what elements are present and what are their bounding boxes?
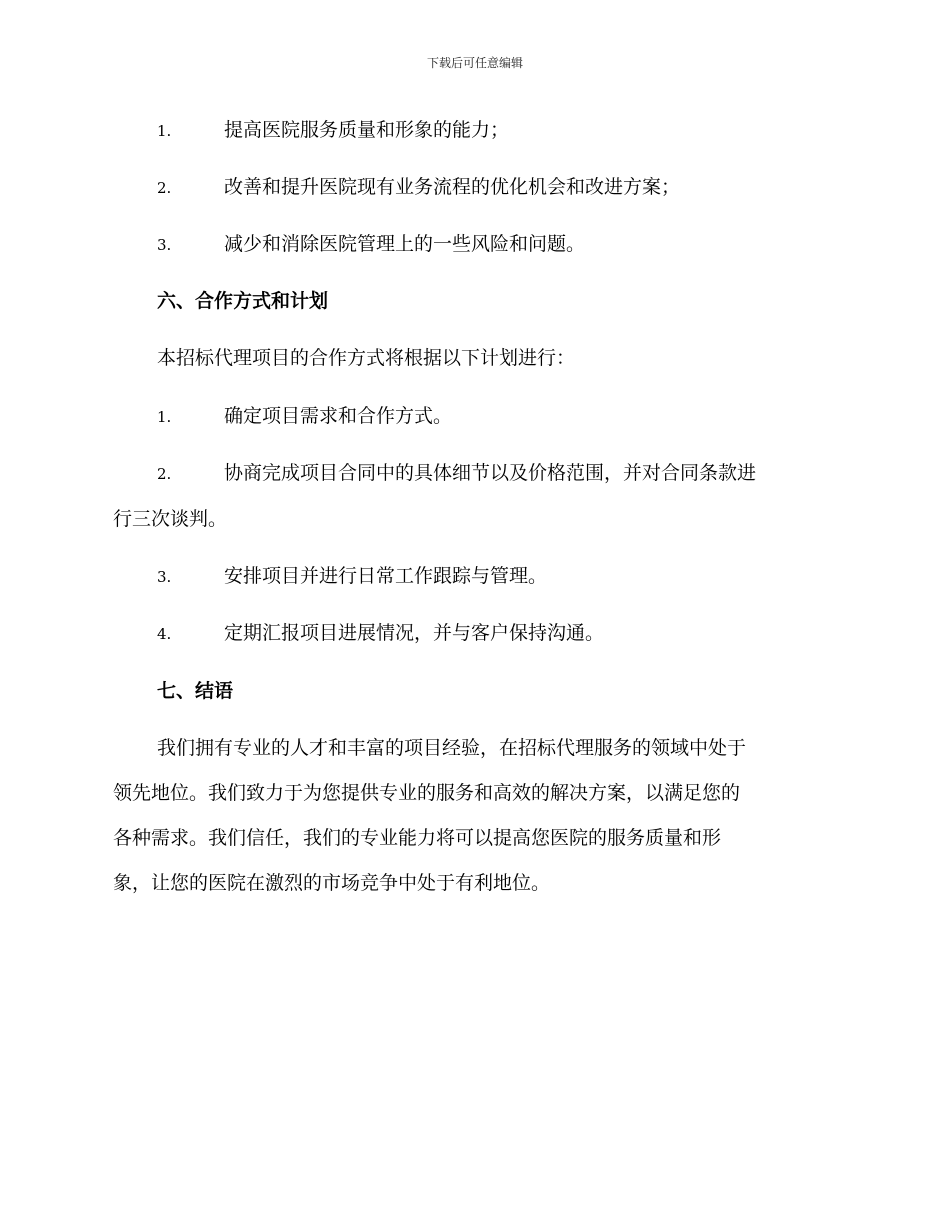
list-item xyxy=(157,619,604,648)
list-number: 2. xyxy=(157,465,172,483)
list-number: 2. xyxy=(157,179,172,197)
list-item xyxy=(157,459,756,488)
section-heading: 七、结语 xyxy=(157,680,234,702)
paragraph-line: 各种需求。我们信任，我们的专业能力将可以提高您医院的服务质量和形 xyxy=(113,827,722,849)
paragraph-line: 领先地位。我们致力于为您提供专业的服务和高效的解决方案，以满足您的 xyxy=(113,782,741,804)
list-item xyxy=(157,116,509,145)
list-text: 减少和消除医院管理上的一些风险和问题。 xyxy=(224,233,586,255)
paragraph-line: 我们拥有专业的人才和丰富的项目经验，在招标代理服务的领域中处于 xyxy=(157,737,747,759)
list-number: 1. xyxy=(157,122,172,140)
list-number: 1. xyxy=(157,408,172,426)
section-heading: 六、合作方式和计划 xyxy=(157,290,329,312)
list-number: 4. xyxy=(157,625,172,643)
list-text: 安排项目并进行日常工作跟踪与管理。 xyxy=(224,565,548,587)
list-text: 提高医院服务质量和形象的能力； xyxy=(224,119,510,141)
list-text: 定期汇报项目进展情况，并与客户保持沟通。 xyxy=(224,622,605,644)
list-text: 协商完成项目合同中的具体细节以及价格范围，并对合同条款进 xyxy=(224,462,757,484)
section-intro: 本招标代理项目的合作方式将根据以下计划进行： xyxy=(157,347,576,369)
list-item xyxy=(157,173,680,202)
list-text: 确定项目需求和合作方式。 xyxy=(224,405,453,427)
header-note: 下载后可任意编辑 xyxy=(426,56,523,70)
list-text: 改善和提升医院现有业务流程的优化机会和改进方案； xyxy=(224,176,681,198)
paragraph-line: 象，让您的医院在激烈的市场竞争中处于有利地位。 xyxy=(113,872,551,894)
list-number: 3. xyxy=(157,568,172,586)
list-item xyxy=(157,230,585,259)
list-item xyxy=(157,562,547,591)
list-item-continuation: 行三次谈判。 xyxy=(113,508,228,530)
list-number: 3. xyxy=(157,236,172,254)
list-item xyxy=(157,402,452,431)
